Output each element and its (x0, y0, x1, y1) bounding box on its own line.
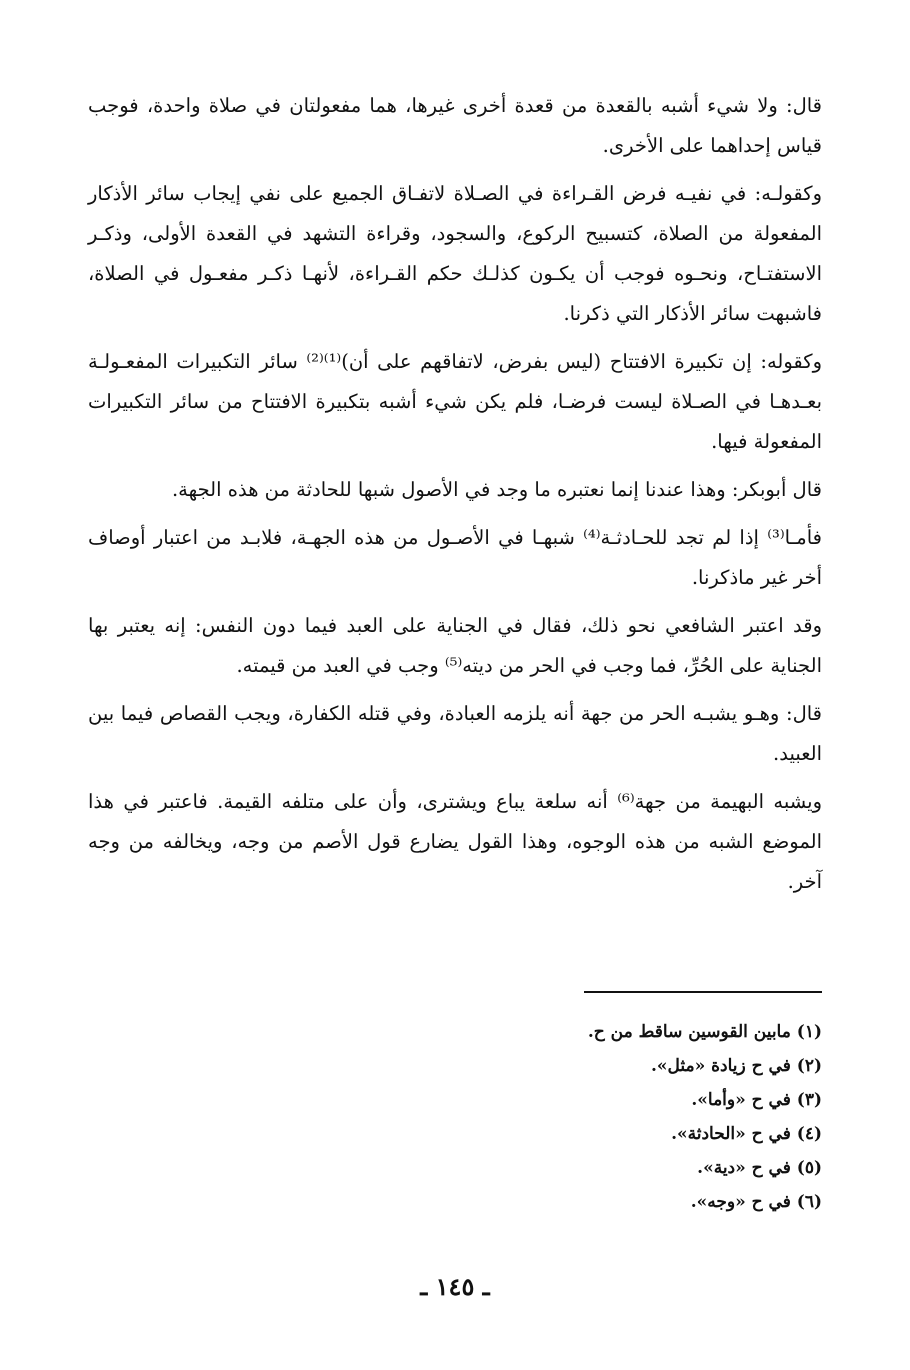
footnote-5: (٥) في ح «دية». (697, 1158, 822, 1178)
footnote-1: (١) مابين القوسين ساقط من ح. (587, 1022, 822, 1042)
page-number: ـ ١٤٥ ـ (420, 1272, 490, 1301)
paragraph-6: وقد اعتبر الشافعي نحو ذلك، فقال في الجناية على العبد فيما دون النفس: إنه يعتبر بها الجناية على الحُرِّ، فما وجب في الحر من ديته⁽⁵⁾ وجب في العبد من قيمته. (88, 614, 822, 677)
footnotes (422, 1015, 822, 1219)
footnote-3: (٣) في ح «وأما». (691, 1090, 822, 1110)
paragraph-3: وكقوله: إن تكبيرة الافتتاح (ليس بفرض، لاتفاقهم على أن)⁽¹⁾⁽²⁾ سائر التكبيرات المفعـولـة بعـدهـا في الصـلاة ليست فرضـا، فلم يكن شيء أشبه بتكبيرة الافتتاح من سائر التكبيرات المفعولة فيها. (88, 350, 822, 453)
paragraph-8: ويشبه البهيمة من جهة⁽⁶⁾ أنه سلعة يباع ويشترى، وأن على متلفه القيمة. فاعتبر في هذا الموضع الشبه من هذه الوجوه، وهذا القول يضارع قول الأصم من وجه، ويخالفه من وجه آخر. (88, 790, 822, 893)
paragraph-4: قال أبوبكر: وهذا عندنا إنما نعتبره ما وجد في الأصول شبها للحادثة من هذه الجهة. (171, 478, 822, 501)
paragraph-7: قال: وهـو يشبـه الحر من جهة أنه يلزمه العبادة، وفي قتله الكفارة، ويجب القصاص فيما بين العبيد. (88, 702, 822, 765)
footnote-2: (٢) في ح زيادة «مثل». (650, 1056, 822, 1076)
paragraph-5: فأمـا⁽³⁾ إذا لم تجد للحـادثـة⁽⁴⁾ شبهـا في الأصـول من هذه الجهـة، فلابـد من اعتبار أوصاف أخر غير ماذكرنا. (88, 526, 822, 589)
footnote-6: (٦) في ح «وجه». (690, 1192, 822, 1212)
paragraph-2: وكقولـه: في نفيـه فرض القـراءة في الصـلاة لاتفـاق الجميع على نفي إيجاب سائر الأذكار المفعولة من الصلاة، كتسبيح الركوع، والسجود، وقراءة التشهد في القعدة الأولى، وذكـر الاستفتـاح، ونحـوه فوجب أن يكـون كذلـك حكم القـراءة، لأنهـا ذكـر مفعـول في الصلاة، فاشبهت سائر الأذكار التي ذكرنا. (88, 182, 822, 325)
footnote-4: (٤) في ح «الحادثة». (671, 1124, 822, 1144)
paragraph-1: قال: ولا شيء أشبه بالقعدة من قعدة أخرى غيرها، هما مفعولتان في صلاة واحدة، فوجب قياس إحداهما على الأخرى. (88, 94, 822, 157)
main-text (88, 86, 822, 910)
footnote-separator (584, 991, 822, 993)
